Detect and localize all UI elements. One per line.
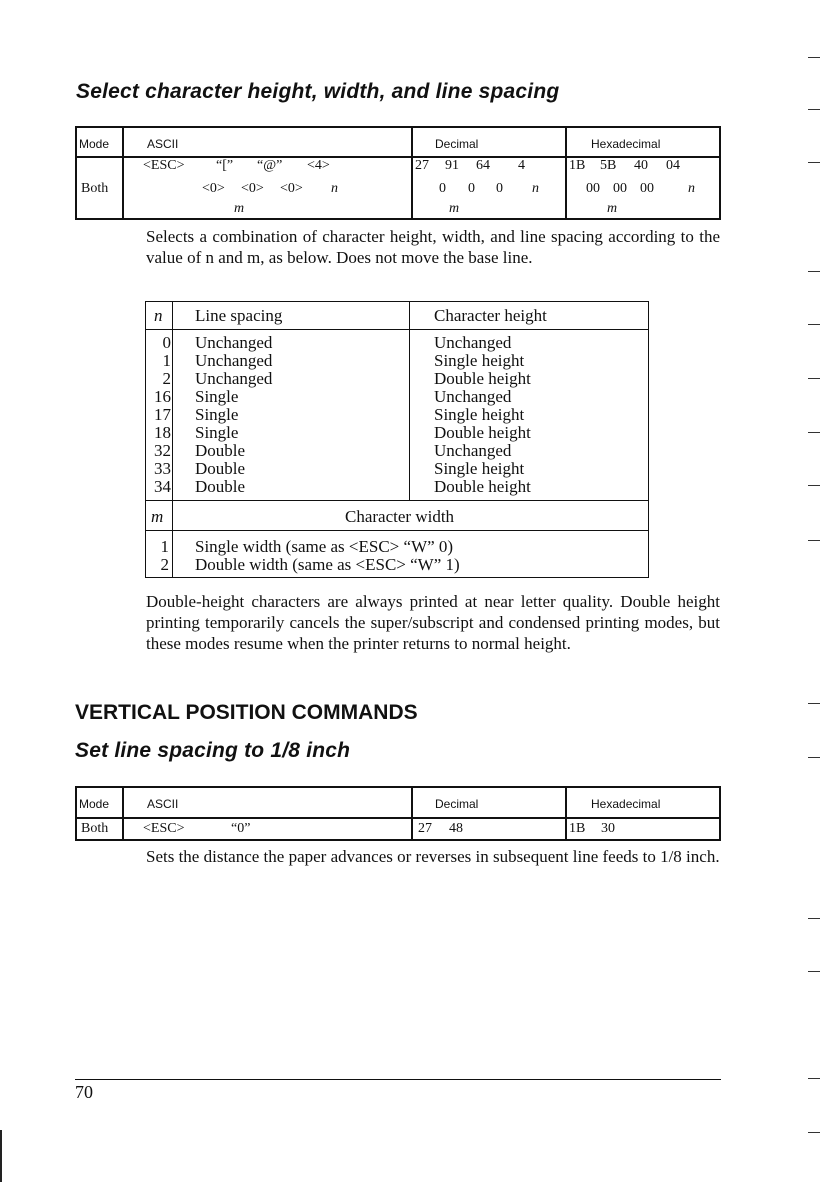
hex-code: 1B — [569, 158, 586, 173]
hex-code: 04 — [666, 158, 680, 173]
decimal-code: 0 — [468, 181, 475, 196]
decimal-code: 4 — [518, 158, 525, 173]
margin-mark — [808, 109, 820, 110]
hex-code: 00 — [613, 181, 627, 196]
decimal-code: 91 — [445, 158, 459, 173]
ascii-code: <0> — [280, 181, 303, 196]
description-line-spacing: Sets the distance the paper advances or reverses in subsequent line feeds to 1/8 inch. — [146, 847, 720, 866]
ascii-code: <0> — [202, 181, 225, 196]
n-value: 1 — [162, 351, 171, 370]
char-width-value: Double width (same as <ESC> “W” 1) — [195, 555, 460, 574]
m-header: m — [151, 507, 164, 526]
hex-code: 00 — [640, 181, 654, 196]
n-value: 0 — [162, 333, 171, 352]
margin-mark — [808, 485, 820, 486]
vertical-position-heading: VERTICAL POSITION COMMANDS — [75, 701, 418, 724]
footer-rule — [75, 1079, 721, 1080]
hex-code: n — [688, 181, 695, 196]
n-value: 32 — [154, 441, 171, 460]
header-ascii: ASCII — [147, 797, 179, 811]
margin-mark — [808, 378, 820, 379]
section-title-line-spacing: Set line spacing to 1/8 inch — [75, 739, 351, 762]
char-height-value: Double height — [434, 477, 531, 496]
margin-mark — [808, 918, 820, 919]
header-ascii: ASCII — [147, 137, 179, 151]
line-spacing-value: Unchanged — [195, 369, 273, 388]
decimal-code: m — [449, 201, 460, 216]
margin-mark — [808, 971, 820, 972]
decimal-code: 27 — [418, 821, 432, 836]
line-spacing-value: Unchanged — [195, 333, 273, 352]
hex-code: 40 — [634, 158, 648, 173]
decimal-code: 48 — [449, 821, 463, 836]
binding-edge — [0, 1130, 2, 1182]
hex-code: 1B — [569, 821, 586, 836]
margin-mark — [808, 162, 820, 163]
n-m-table — [145, 301, 649, 578]
n-value: 18 — [154, 423, 171, 442]
line-spacing-value: Double — [195, 441, 246, 460]
char-height-header: Character height — [434, 306, 547, 325]
margin-mark — [808, 57, 820, 58]
ascii-code: “@” — [257, 158, 283, 173]
char-width-value: Single width (same as <ESC> “W” 0) — [195, 537, 454, 556]
line-spacing-value: Single — [195, 423, 239, 442]
mode-value: Both — [81, 821, 109, 836]
ascii-code: <ESC> — [143, 158, 185, 173]
n-value: 16 — [154, 387, 171, 406]
line-spacing-value: Unchanged — [195, 351, 273, 370]
char-height-value: Unchanged — [434, 387, 512, 406]
ascii-code: “[” — [216, 158, 234, 173]
char-height-value: Unchanged — [434, 441, 512, 460]
ascii-code: <4> — [307, 158, 330, 173]
decimal-code: 0 — [496, 181, 503, 196]
line-spacing-value: Single — [195, 405, 239, 424]
char-height-value: Single height — [434, 405, 525, 424]
hex-code: 5B — [600, 158, 617, 173]
command-table-char-size — [75, 126, 721, 220]
char-height-value: Double height — [434, 369, 531, 388]
char-width-header: Character width — [345, 507, 455, 526]
char-height-value: Single height — [434, 351, 525, 370]
decimal-code: 0 — [439, 181, 446, 196]
ascii-code: <0> — [241, 181, 264, 196]
margin-mark — [808, 757, 820, 758]
decimal-code: n — [532, 181, 539, 196]
char-height-value: Unchanged — [434, 333, 512, 352]
mode-value: Both — [81, 181, 109, 196]
margin-mark — [808, 271, 820, 272]
n-value: 33 — [154, 459, 171, 478]
margin-mark — [808, 703, 820, 704]
margin-mark — [808, 1132, 820, 1133]
ascii-code: <ESC> — [143, 821, 185, 836]
m-value: 2 — [160, 555, 169, 574]
hex-code: 00 — [586, 181, 600, 196]
double-height-note: Double-height characters are always printed at near letter quality. Double height printing temporarily cancels the super/subscript and condensed printing modes, but these modes resume when the printer returns to normal height. — [146, 592, 720, 653]
description-char-size: Selects a combination of character height, width, and line spacing according to the value of n and m, as below. Does not move the base line. — [146, 227, 720, 267]
char-height-value: Double height — [434, 423, 531, 442]
header-hex: Hexadecimal — [591, 797, 661, 811]
ascii-code: m — [234, 201, 245, 216]
line-spacing-value: Double — [195, 459, 246, 478]
hex-code: 30 — [601, 821, 615, 836]
n-value: 17 — [154, 405, 171, 424]
ascii-code: n — [331, 181, 338, 196]
line-spacing-header: Line spacing — [195, 306, 283, 325]
line-spacing-value: Single — [195, 387, 239, 406]
section-title-char-size: Select character height, width, and line spacing — [76, 80, 560, 103]
decimal-code: 64 — [476, 158, 490, 173]
margin-mark — [808, 1078, 820, 1079]
margin-mark — [808, 324, 820, 325]
line-spacing-value: Double — [195, 477, 246, 496]
n-value: 2 — [162, 369, 171, 388]
command-table-line-spacing — [75, 786, 721, 841]
header-decimal: Decimal — [435, 797, 479, 811]
margin-mark — [808, 540, 820, 541]
header-mode: Mode — [79, 137, 110, 151]
hex-code: m — [607, 201, 618, 216]
header-mode: Mode — [79, 797, 110, 811]
margin-mark — [808, 432, 820, 433]
n-value: 34 — [154, 477, 171, 496]
header-hex: Hexadecimal — [591, 137, 661, 151]
char-height-value: Single height — [434, 459, 525, 478]
n-header: n — [154, 306, 163, 325]
ascii-code: “0” — [231, 821, 251, 836]
m-value: 1 — [160, 537, 169, 556]
header-decimal: Decimal — [435, 137, 479, 151]
decimal-code: 27 — [415, 158, 429, 173]
page-number: 70 — [75, 1082, 93, 1102]
